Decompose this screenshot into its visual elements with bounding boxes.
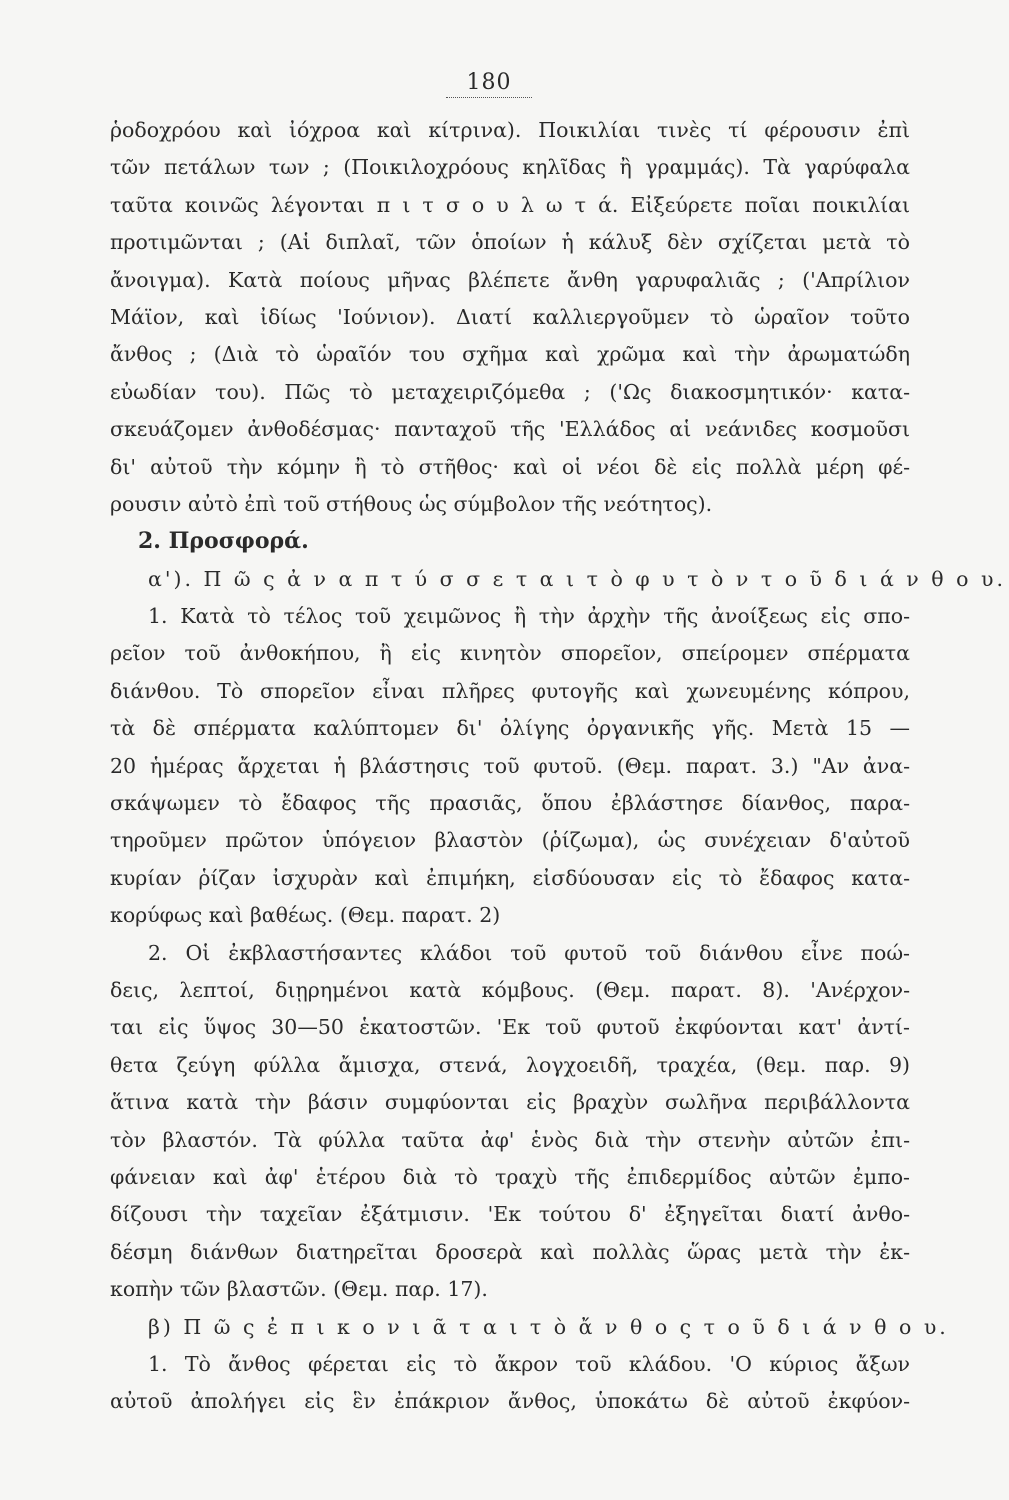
text-line: ἄνοιγμα). Κατὰ ποίους μῆνας βλέπετε ἄνθη γαρυφαλιᾶς ; ('Απρίλιον xyxy=(110,267,910,292)
text-line: ἅτινα κατὰ τὴν βάσιν συμφύονται εἰς βραχὺν σωλῆνα περιβάλλοντα xyxy=(110,1090,910,1115)
text-line: δίζουσι τὴν ταχεῖαν ἐξάτμισιν. 'Εκ τούτου δ' ἐξηγεῖται διατί ἀνθο- xyxy=(110,1202,910,1227)
text-line: αὐτοῦ ἀπολήγει εἰς ἓν ἐπάκριον ἄνθος, ὑποκάτω δὲ αὐτοῦ ἐκφύον- xyxy=(110,1389,910,1414)
section-heading: 2. Προσφορά. xyxy=(138,528,309,555)
text-line: 2. Οἱ ἐκβλαστήσαντες κλάδοι τοῦ φυτοῦ τοῦ διάνθου εἶνε ποώ- xyxy=(148,940,910,965)
text-line: φάνειαν καὶ ἀφ' ἑτέρου διὰ τὸ τραχὺ τῆς ἐπιδερμίδος αὐτῶν ἐμπο- xyxy=(110,1164,910,1189)
text-line: ταῦτα κοινῶς λέγονται π ι τ σ ο υ λ ω τ ά. Εἰξεύρετε ποῖαι ποικιλίαι xyxy=(110,192,910,217)
text-line: ται εἰς ὕψος 30—50 ἑκατοστῶν. 'Εκ τοῦ φυτοῦ ἐκφύονται κατ' ἀντί- xyxy=(110,1015,910,1040)
subsection-heading: α'). Π ῶ ς ἀ ν α π τ ύ σ σ ε τ α ι τ ὸ φ υ τ ὸ ν τ ο ῦ δ ι ά ν θ ο υ. xyxy=(148,566,1006,591)
text-line: ῥοδοχρόου καὶ ἰόχροα καὶ κίτρινα). Ποικιλίαι τινὲς τί φέρουσιν ἐπὶ xyxy=(110,118,910,142)
body-text xyxy=(110,112,1006,1421)
text-line: 20 ἡμέρας ἄρχεται ἡ βλάστησις τοῦ φυτοῦ. (Θεμ. παρατ. 3.) "Αν ἀνα- xyxy=(110,753,910,778)
text-line: σκευάζομεν ἀνθοδέσμας· πανταχοῦ τῆς 'Ελλάδος αἱ νεάνιδες κοσμοῦσι xyxy=(110,417,910,442)
text-line: δεις, λεπτοί, διῃρημένοι κατὰ κόμβους. (Θεμ. παρατ. 8). 'Ανέρχον- xyxy=(110,977,910,1002)
text-line: εὐωδίαν του). Πῶς τὸ μεταχειριζόμεθα ; ('Ως διακοσμητικόν· κατα- xyxy=(110,379,910,404)
text-line: τὸν βλαστόν. Τὰ φύλλα ταῦτα ἀφ' ἑνὸς διὰ τὴν στενὴν αὐτῶν ἐπι- xyxy=(110,1127,910,1152)
text-line: τὰ δὲ σπέρματα καλύπτομεν δι' ὀλίγης ὀργανικῆς γῆς. Μετὰ 15 — xyxy=(110,716,910,741)
text-line: διάνθου. Τὸ σπορεῖον εἶναι πλῆρες φυτογῆς καὶ χωνευμένης κόπρου, xyxy=(110,678,910,703)
text-line: ρουσιν αὐτὸ ἐπὶ τοῦ στήθους ὡς σύμβολον τῆς νεότητος). xyxy=(110,491,713,516)
text-line: Μάϊον, καὶ ἰδίως 'Ιούνιον). Διατί καλλιεργοῦμεν τὸ ὡραῖον τοῦτο xyxy=(110,304,910,329)
text-line: δι' αὐτοῦ τὴν κόμην ἢ τὸ στῆθος· καὶ οἱ νέοι δὲ εἰς πολλὰ μέρη φέ- xyxy=(110,454,910,479)
subsection-heading: β) Π ῶ ς ἐ π ι κ ο ν ι ᾶ τ α ι τ ὸ ἄ ν θ ο ς τ ο ῦ δ ι ά ν θ ο υ. xyxy=(148,1314,949,1339)
text-line: 1. Κατὰ τὸ τέλος τοῦ χειμῶνος ἢ τὴν ἀρχὴν τῆς ἀνοίξεως εἰς σπο- xyxy=(148,604,910,629)
text-line: σκάψωμεν τὸ ἔδαφος τῆς πρασιᾶς, ὅπου ἐβλάστησε δίανθος, παρα- xyxy=(110,791,910,816)
text-line: προτιμῶνται ; (Αἱ διπλαῖ, τῶν ὁποίων ἡ κάλυξ δὲν σχίζεται μετὰ τὸ xyxy=(110,230,910,255)
text-line: θετα ζεύγη φύλλα ἄμισχα, στενά, λογχοειδῆ, τραχέα, (θεμ. παρ. 9) xyxy=(110,1052,910,1077)
text-line: δέσμη διάνθων διατηρεῖται δροσερὰ καὶ πολλὰς ὥρας μετὰ τὴν ἐκ- xyxy=(110,1239,910,1264)
text-line: κυρίαν ῥίζαν ἰσχυρὰν καὶ ἐπιμήκη, εἰσδύουσαν εἰς τὸ ἔδαφος κατα- xyxy=(110,865,910,890)
text-line: κοπὴν τῶν βλαστῶν. (Θεμ. παρ. 17). xyxy=(110,1277,488,1302)
text-line: 1. Τὸ ἄνθος φέρεται εἰς τὸ ἄκρον τοῦ κλάδου. 'Ο κύριος ἄξων xyxy=(148,1351,910,1376)
text-line: τηροῦμεν πρῶτον ὑπόγειον βλαστὸν (ῥίζωμα), ὡς συνέχειαν δ'αὐτοῦ xyxy=(110,828,910,853)
text-line: τῶν πετάλων των ; (Ποικιλοχρόους κηλῖδας ἢ γραμμάς). Τὰ γαρύφαλα xyxy=(110,155,910,180)
text-line: ρεῖον τοῦ ἀνθοκήπου, ἢ εἰς κινητὸν σπορεῖον, σπείρομεν σπέρματα xyxy=(110,641,910,666)
page-number: 180 xyxy=(446,70,532,98)
text-line: κορύφως καὶ βαθέως. (Θεμ. παρατ. 2) xyxy=(110,903,501,928)
text-line: ἄνθος ; (Διὰ τὸ ὡραῖόν του σχῆμα καὶ χρῶμα καὶ τὴν ἀρωματώδη xyxy=(110,342,910,367)
